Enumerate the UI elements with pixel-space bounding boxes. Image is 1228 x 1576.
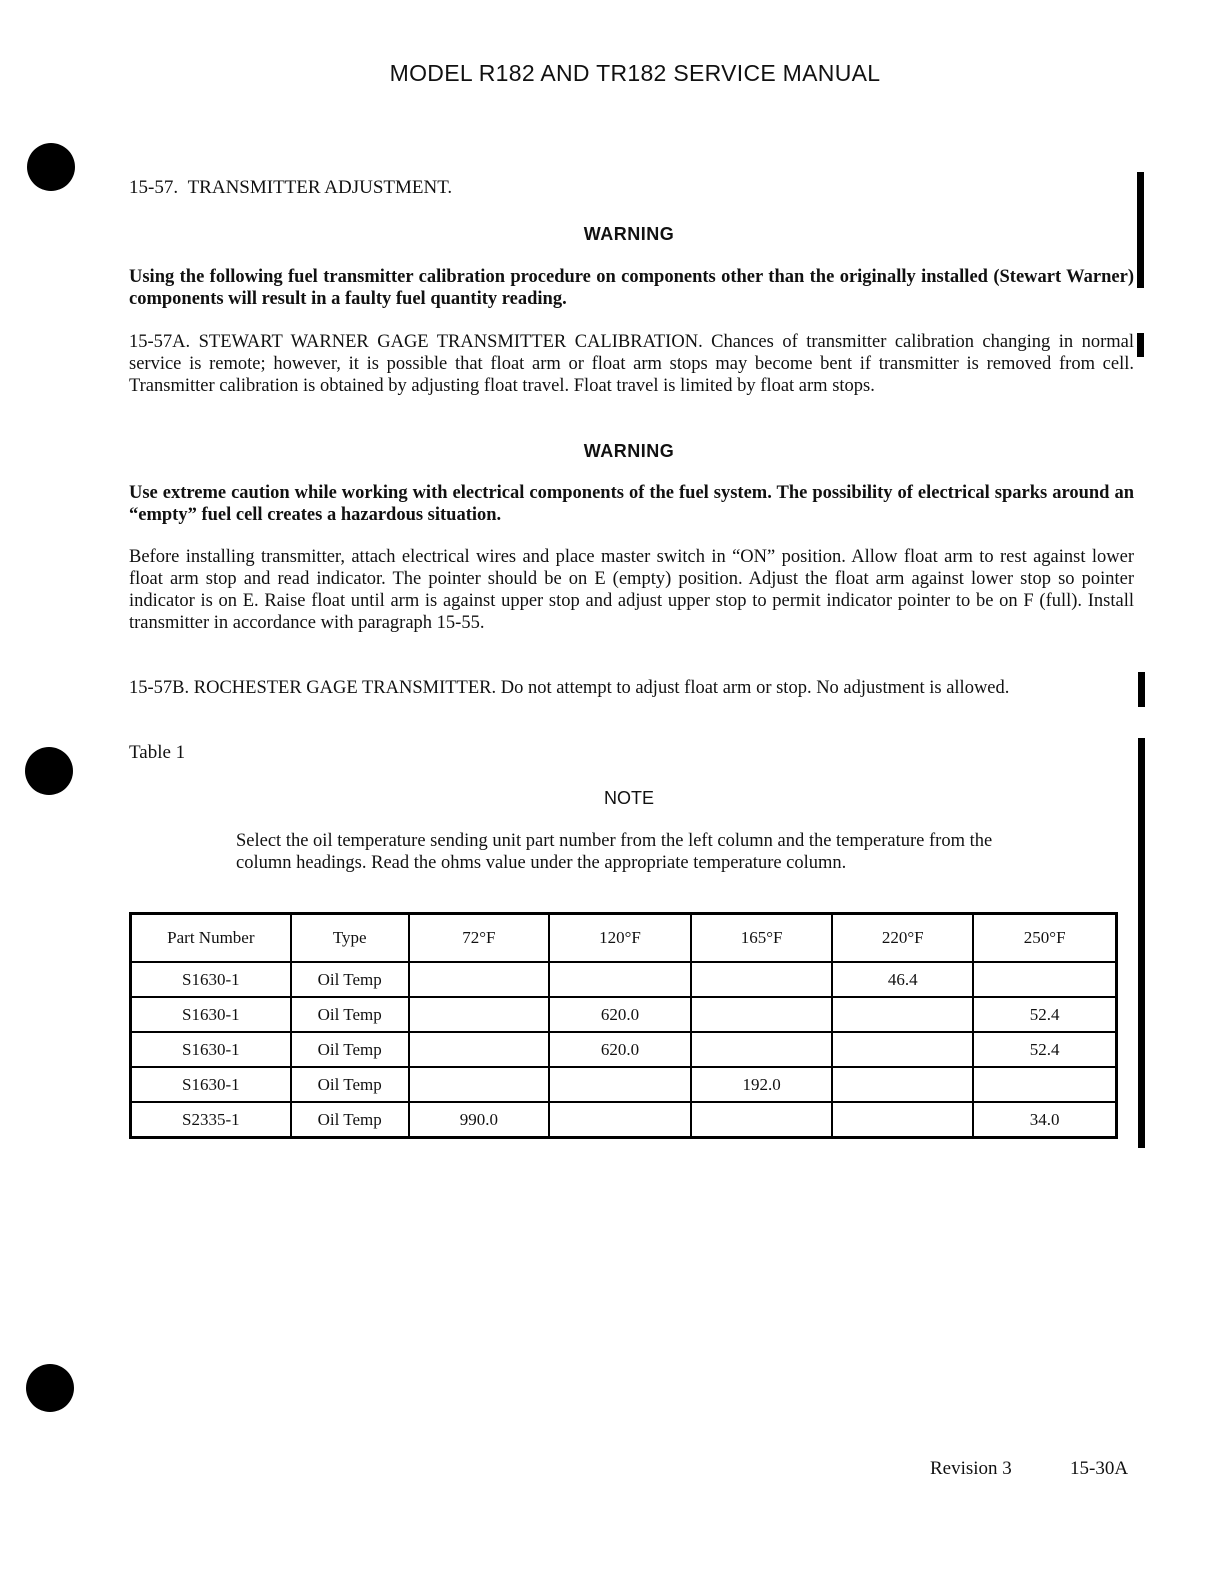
change-bar bbox=[1138, 672, 1145, 707]
paragraph-15-57a: 15-57A. STEWART WARNER GAGE TRANSMITTER CALIBRATION. Chances of transmitter calibration changing in normal service is remote; however, it is possible that float arm or float arm stops may become bent if transmitter is removed from cell. Transmitter calibration is obtained by adjusting float travel. Float travel is limited by float arm stops. bbox=[129, 332, 1134, 396]
table-caption: Table 1 bbox=[129, 742, 186, 763]
table-row bbox=[131, 962, 1117, 997]
table-cell bbox=[973, 962, 1116, 997]
note-text: Select the oil temperature sending unit part number from the left column and the temperature from the column headings. Read the ohms value under the appropriate temperature column. bbox=[236, 831, 993, 873]
table-cell: 620.0 bbox=[549, 1032, 691, 1067]
warning-text: Use extreme caution while working with electrical components of the fuel system. The possibility of electrical sparks around an “empty” fuel cell creates a hazardous situation. bbox=[129, 483, 1134, 525]
table-cell bbox=[832, 1102, 973, 1138]
table-cell: 192.0 bbox=[691, 1067, 832, 1102]
table-cell bbox=[691, 1032, 832, 1067]
change-bar bbox=[1138, 738, 1145, 1148]
header-250f: 250°F bbox=[973, 914, 1116, 963]
section-title: 15-57. TRANSMITTER ADJUSTMENT. bbox=[129, 177, 453, 198]
table-cell bbox=[409, 1032, 549, 1067]
table-cell: S1630-1 bbox=[131, 1032, 291, 1067]
table-cell: Oil Temp bbox=[291, 962, 409, 997]
table-cell bbox=[549, 1102, 691, 1138]
header-type: Type bbox=[291, 914, 409, 963]
change-bar bbox=[1137, 333, 1144, 357]
header-220f: 220°F bbox=[832, 914, 973, 963]
table-cell bbox=[832, 1032, 973, 1067]
table-row bbox=[131, 1067, 1117, 1102]
page-number: 15-30A bbox=[1070, 1458, 1129, 1479]
table-cell bbox=[832, 1067, 973, 1102]
table-header-row bbox=[131, 914, 1117, 963]
table-row bbox=[131, 1102, 1117, 1138]
table-cell: 52.4 bbox=[973, 1032, 1116, 1067]
table-cell: Oil Temp bbox=[291, 1067, 409, 1102]
header-72f: 72°F bbox=[409, 914, 549, 963]
table-cell: S1630-1 bbox=[131, 1067, 291, 1102]
table-row bbox=[131, 1032, 1117, 1067]
header-165f: 165°F bbox=[691, 914, 832, 963]
table-cell bbox=[832, 997, 973, 1032]
table-cell: S1630-1 bbox=[131, 962, 291, 997]
punch-hole-middle bbox=[25, 747, 73, 795]
paragraph-15-57b: 15-57B. ROCHESTER GAGE TRANSMITTER. Do not attempt to adjust float arm or stop. No adjustment is allowed. bbox=[129, 678, 1010, 698]
change-bar bbox=[1137, 172, 1144, 288]
header-part-number: Part Number bbox=[131, 914, 291, 963]
table-cell: Oil Temp bbox=[291, 997, 409, 1032]
header-120f: 120°F bbox=[549, 914, 691, 963]
warning-heading: WARNING bbox=[583, 441, 675, 461]
table-cell: 620.0 bbox=[549, 997, 691, 1032]
table-cell: Oil Temp bbox=[291, 1102, 409, 1138]
table-cell: 990.0 bbox=[409, 1102, 549, 1138]
table-cell: 46.4 bbox=[832, 962, 973, 997]
punch-hole-top bbox=[27, 143, 75, 191]
table-cell bbox=[409, 962, 549, 997]
table-cell bbox=[409, 1067, 549, 1102]
warning-text: Using the following fuel transmitter calibration procedure on components other than the originally installed (Stewart Warner) components will result in a faulty fuel quantity reading. bbox=[129, 267, 1134, 309]
table-cell bbox=[549, 962, 691, 997]
paragraph-installation: Before installing transmitter, attach electrical wires and place master switch in “ON” position. Allow float arm to rest against lower float arm stop and read indicator. The pointer should be on E (empty) position. Adjust the float arm against lower stop so pointer indicator is on E. Raise float until arm is against upper stop and adjust upper stop to permit indicator pointer to be on F (full). Install transmitter in accordance with paragraph 15-55. bbox=[129, 547, 1134, 633]
warning-heading: WARNING bbox=[583, 224, 675, 244]
revision-label: Revision 3 bbox=[930, 1458, 1012, 1479]
manual-title: MODEL R182 AND TR182 SERVICE MANUAL bbox=[389, 60, 881, 86]
oil-temp-table bbox=[129, 912, 1118, 1139]
table-cell bbox=[691, 962, 832, 997]
table-cell bbox=[409, 997, 549, 1032]
table-cell: S1630-1 bbox=[131, 997, 291, 1032]
note-heading: NOTE bbox=[603, 788, 654, 808]
table-row bbox=[131, 997, 1117, 1032]
table-cell: S2335-1 bbox=[131, 1102, 291, 1138]
table-cell: Oil Temp bbox=[291, 1032, 409, 1067]
table-cell: 34.0 bbox=[973, 1102, 1116, 1138]
table-cell bbox=[973, 1067, 1116, 1102]
punch-hole-bottom bbox=[26, 1364, 74, 1412]
table-cell bbox=[691, 1102, 832, 1138]
table-cell bbox=[549, 1067, 691, 1102]
table-cell: 52.4 bbox=[973, 997, 1116, 1032]
table-cell bbox=[691, 997, 832, 1032]
